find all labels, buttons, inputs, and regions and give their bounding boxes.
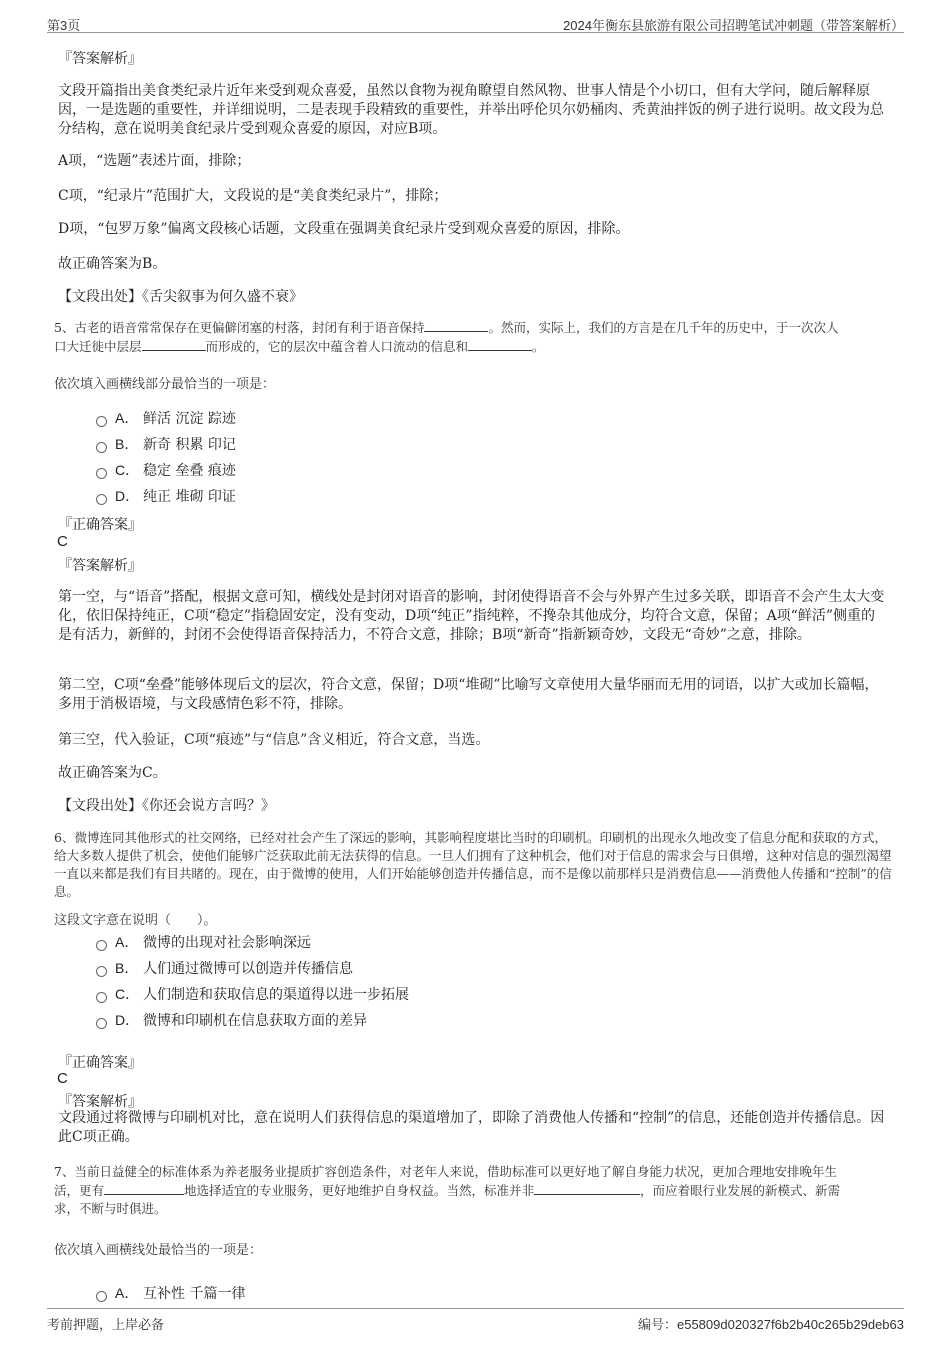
page-footer xyxy=(47,1308,904,1331)
radio-icon[interactable] xyxy=(96,992,107,1003)
q5-source: 【文段出处】《你还会说方言吗？》 xyxy=(58,798,275,814)
q7-blank-2[interactable] xyxy=(534,1181,640,1195)
q7-prompt: 依次填入画横线处最恰当的一项是： xyxy=(54,1243,263,1258)
q5-analysis-paragraph-1: 第一空，与“语音”搭配，根据文意可知，横线处是封闭对语音的影响，封闭使得语音不会与外界产生过多关联，即语音不会产生太大变化，依旧保持纯正，C项“稳定”指稳固安定，没有变动，D项“纯正”指纯粹，不搀杂其他成分，均符合文意，保留；A项“鲜活”侧重的是有活力，新鲜的，封闭不会使得语音保持活力，不符合文意，排除；B项“新奇”指新颖奇妙，文段无“奇妙”之意，排除。 xyxy=(58,589,885,643)
q5-option-d[interactable]: D． 纯正 堆砌 印证 xyxy=(96,486,236,506)
q5-blank-1[interactable] xyxy=(424,318,488,332)
q6-stem: 6、微博连同其他形式的社交网络，已经对社会产生了深远的影响，其影响程度堪比当时的印刷机。印刷机的出现永久地改变了信息分配和获取的方式，给大多数人提供了机会，使他们能够广泛获取此前无法获得的信息。一旦人们拥有了这种机会，他们对于信息的需求会与日俱增，这种对信息的强烈渴望一直以来都是我们有目共睹的。现在，由于微博的使用，人们开始能够创造并传播信息，而不是像以前那样只是消费信息——消费他人传播和“控制”的信息。 xyxy=(54,830,892,899)
q6-answer-heading: 『正确答案』 xyxy=(58,1055,142,1071)
q7-option-a[interactable]: A． 互补性 千篇一律 xyxy=(96,1283,245,1303)
q6-prompt: 这段文字意在说明（ ）。 xyxy=(54,913,217,928)
document-title: 2024年衡东县旅游有限公司招聘笔试冲刺题（带答案解析） xyxy=(563,18,904,33)
radio-icon[interactable] xyxy=(96,1291,107,1302)
q4-conclusion: 故正确答案为B。 xyxy=(58,256,167,272)
q4-analysis-option-d: D项，“包罗万象”偏离文段核心话题，文段重在强调美食纪录片受到观众喜爱的原因，排除。 xyxy=(58,221,630,237)
q5-option-b[interactable]: B． 新奇 积累 印记 xyxy=(96,434,236,454)
q5-analysis-paragraph-3: 第三空，代入验证，C项“痕迹”与“信息”含义相近，符合文意，当选。 xyxy=(58,732,490,748)
q7-blank-1[interactable] xyxy=(104,1181,184,1195)
q5-option-a[interactable]: A． 鲜活 沉淀 踪迹 xyxy=(96,408,236,428)
radio-icon[interactable] xyxy=(96,468,107,479)
q6-option-d[interactable]: D． 微博和印刷机在信息获取方面的差异 xyxy=(96,1010,367,1030)
footer-slogan: 考前押题，上岸必备 xyxy=(47,1317,165,1332)
q4-analysis-option-a: A项，“选题”表述片面，排除； xyxy=(58,153,251,169)
q5-blank-3[interactable] xyxy=(468,337,532,351)
q6-analysis-paragraph: 文段通过将微博与印刷机对比，意在说明人们获得信息的渠道增加了，即除了消费他人传播和“控制”的信息，还能创造并传播信息。因此C项正确。 xyxy=(58,1110,885,1145)
radio-icon[interactable] xyxy=(96,494,107,505)
radio-icon[interactable] xyxy=(96,416,107,427)
document-code: 编号：e55809d020327f6b2b40c265b29deb63 xyxy=(637,1317,904,1332)
q5-answer-heading: 『正确答案』 xyxy=(58,517,142,533)
q5-conclusion: 故正确答案为C。 xyxy=(58,765,167,781)
radio-icon[interactable] xyxy=(96,940,107,951)
q7-stem: 7、当前日益健全的标准体系为养老服务业提质扩容创造条件，对老年人来说，借助标准可以更好地了解自身能力状况，更加合理地安排晚年生 活，更有 地选择适宜的专业服务，更好地维护自身权益。当然，标准并非 ，而应着眼行业发展的新模式、新需 求，不断与时俱进。 xyxy=(54,1164,841,1216)
q5-stem: 5、古老的语音常常保存在更偏僻闭塞的村落，封闭有利于语音保持 。然而，实际上，我们的方言是在几千年的历史中，于一次次人 口大迁徙中层层 而形成的，它的层次中蕴含着人口流动的信息和 。 xyxy=(54,320,839,354)
q5-analysis-paragraph-2: 第二空，C项“垒叠”能够体现后文的层次，符合文意，保留；D项“堆砌”比喻写文章使用大量华丽而无用的词语，以扩大或加长篇幅，多用于消极语境，与文段感情色彩不符，排除。 xyxy=(58,677,879,712)
radio-icon[interactable] xyxy=(96,966,107,977)
q5-blank-2[interactable] xyxy=(142,337,206,351)
q5-option-c[interactable]: C． 稳定 垒叠 痕迹 xyxy=(96,460,236,480)
q6-answer: C xyxy=(57,1070,68,1087)
radio-icon[interactable] xyxy=(96,1018,107,1029)
q6-option-b[interactable]: B． 人们通过微博可以创造并传播信息 xyxy=(96,958,353,978)
q4-analysis-paragraph: 文段开篇指出美食类纪录片近年来受到观众喜爱，虽然以食物为视角瞭望自然风物、世事人情是个小切口，但有大学问，随后解释原因，一是选题的重要性，并详细说明，二是表现手段精致的重要性，并举出呼伦贝尔奶桶肉、秃黄油拌饭的例子进行说明。故文段为总分结构，意在说明美食纪录片受到观众喜爱的原因，对应B项。 xyxy=(58,83,884,137)
q5-analysis-heading: 『答案解析』 xyxy=(58,558,142,574)
page-header xyxy=(47,12,904,33)
q4-source: 【文段出处】《舌尖叙事为何久盛不衰》 xyxy=(58,289,303,305)
q4-analysis-heading: 『答案解析』 xyxy=(58,51,142,67)
q4-analysis-option-c: C项，“纪录片”范围扩大，文段说的是“美食类纪录片”，排除； xyxy=(58,188,448,204)
q6-option-a[interactable]: A． 微博的出现对社会影响深远 xyxy=(96,932,311,952)
q6-analysis-heading: 『答案解析』 xyxy=(58,1094,142,1110)
q5-answer: C xyxy=(57,533,68,550)
page-number: 第3页 xyxy=(47,18,81,33)
q6-option-c[interactable]: C． 人们制造和获取信息的渠道得以进一步拓展 xyxy=(96,984,409,1004)
radio-icon[interactable] xyxy=(96,442,107,453)
q5-prompt: 依次填入画横线部分最恰当的一项是： xyxy=(54,377,276,392)
